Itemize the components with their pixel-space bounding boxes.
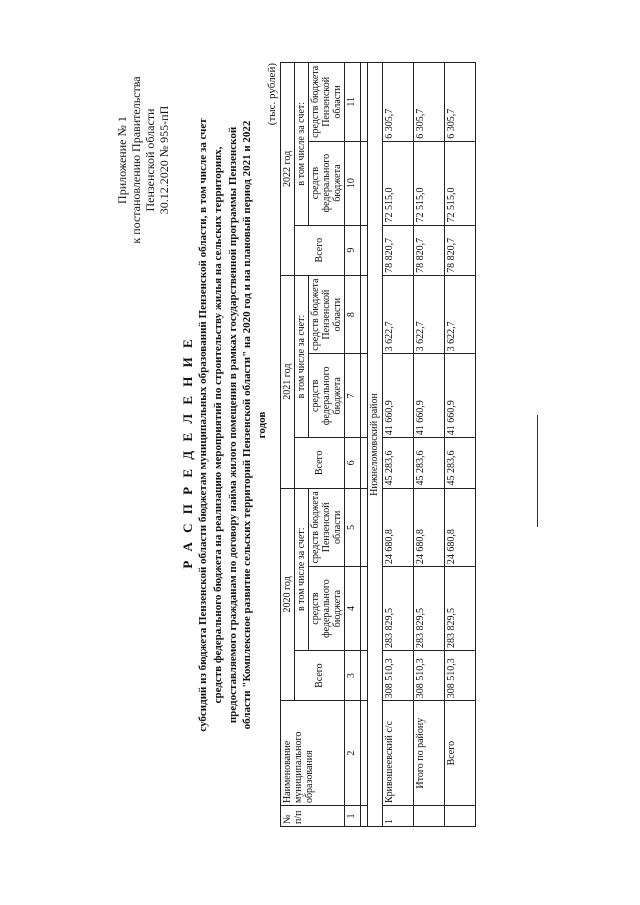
value-cell: 6 305,7	[383, 63, 414, 142]
header-num: № п/п	[281, 806, 345, 827]
region-name: Нижнеломовский район	[368, 63, 383, 827]
value-cell: 45 283,6	[414, 438, 445, 488]
value-cell: 283 829,5	[445, 567, 476, 651]
column-number: 2	[345, 701, 361, 806]
value-cell: 45 283,6	[383, 438, 414, 488]
row-name: Итого по району	[414, 701, 445, 806]
column-number-row	[345, 63, 361, 827]
distribution-table	[280, 62, 476, 827]
header-year-2022: 2022 год	[281, 63, 295, 276]
header-regional-2020: средств бюджета Пензенской области	[309, 488, 345, 567]
value-cell: 3 622,7	[414, 275, 445, 354]
value-cell: 283 829,5	[414, 567, 445, 651]
value-cell: 72 515,0	[414, 141, 445, 225]
units-note: (тыс. рублей)	[266, 63, 278, 126]
column-number: 9	[345, 225, 361, 275]
value-cell: 41 660,9	[414, 354, 445, 438]
region-row	[368, 63, 383, 827]
header-name: Наименование муниципального образования	[281, 701, 345, 806]
column-number: 6	[345, 438, 361, 488]
value-cell: 3 622,7	[383, 275, 414, 354]
header-regional-2021: средств бюджета Пензенской области	[309, 275, 345, 354]
value-cell: 78 820,7	[414, 225, 445, 275]
value-cell: 78 820,7	[383, 225, 414, 275]
appendix-line-3: Пензенской области	[143, 108, 157, 212]
header-row-years	[281, 63, 295, 827]
header-year-2020: 2020 год	[281, 488, 295, 701]
header-year-2021: 2021 год	[281, 275, 295, 488]
header-federal-2020: средств федерального бюджета	[309, 567, 345, 651]
value-cell: 24 680,8	[445, 488, 476, 567]
column-number: 1	[345, 806, 361, 827]
column-number: 11	[345, 63, 361, 142]
column-number: 5	[345, 488, 361, 567]
value-cell: 6 305,7	[445, 63, 476, 142]
spacer-row	[361, 63, 368, 827]
value-cell: 41 660,9	[445, 354, 476, 438]
header-including-2022: в том числе за счет:	[295, 63, 309, 226]
appendix-line-1: Приложение № 1	[115, 116, 129, 204]
row-num	[445, 806, 476, 827]
header-regional-2022: средств бюджета Пензенской области	[309, 63, 345, 142]
value-cell: 72 515,0	[383, 141, 414, 225]
row-name: Кривошеевский с/с	[383, 701, 414, 806]
closing-rule	[537, 415, 538, 527]
document-title: Р А С П Р Е Д Е Л Е Н И Е	[180, 336, 195, 569]
column-number: 8	[345, 275, 361, 354]
value-cell: 6 305,7	[414, 63, 445, 142]
table-row-total	[445, 63, 476, 827]
row-name: Всего	[445, 701, 476, 806]
value-cell: 308 510,3	[383, 650, 414, 700]
column-number: 10	[345, 141, 361, 225]
table-row-subtotal	[414, 63, 445, 827]
value-cell: 72 515,0	[445, 141, 476, 225]
appendix-note	[115, 35, 171, 285]
header-total-2020: Всего	[295, 650, 345, 700]
header-federal-2021: средств федерального бюджета	[309, 354, 345, 438]
table-row	[383, 63, 414, 827]
header-federal-2022: средств федерального бюджета	[309, 141, 345, 225]
row-num	[414, 806, 445, 827]
document-subtitle: субсидий из бюджета Пензенской области бюджетам муниципальных образований Пензенской области, в том числе за счет средств федерального бюджета на реализацию мероприятий по строительству жилья на сельских территориях, предоставляемого гражданам по договору найма жилого помещения в рамках государственной программы Пензенской области "Комплексное развитие сельских территорий Пензенской области" на 2020 год и на плановый период 2021 и 2022 годов	[197, 118, 269, 732]
column-number: 4	[345, 567, 361, 651]
row-num: 1	[383, 806, 414, 827]
value-cell: 3 622,7	[445, 275, 476, 354]
header-including-2020: в том числе за счет:	[295, 488, 309, 650]
header-total-2022: Всего	[295, 225, 345, 275]
value-cell: 24 680,8	[414, 488, 445, 567]
header-including-2021: в том числе за счет:	[295, 275, 309, 437]
value-cell: 308 510,3	[414, 650, 445, 700]
column-number: 7	[345, 354, 361, 438]
header-total-2021: Всего	[295, 438, 345, 488]
column-number: 3	[345, 650, 361, 700]
value-cell: 283 829,5	[383, 567, 414, 651]
value-cell: 41 660,9	[383, 354, 414, 438]
value-cell: 45 283,6	[445, 438, 476, 488]
value-cell: 78 820,7	[445, 225, 476, 275]
value-cell: 24 680,8	[383, 488, 414, 567]
appendix-line-4: 30.12.2020 № 955-пП	[157, 105, 171, 215]
appendix-line-2: к постановлению Правительства	[129, 76, 143, 244]
value-cell: 308 510,3	[445, 650, 476, 700]
